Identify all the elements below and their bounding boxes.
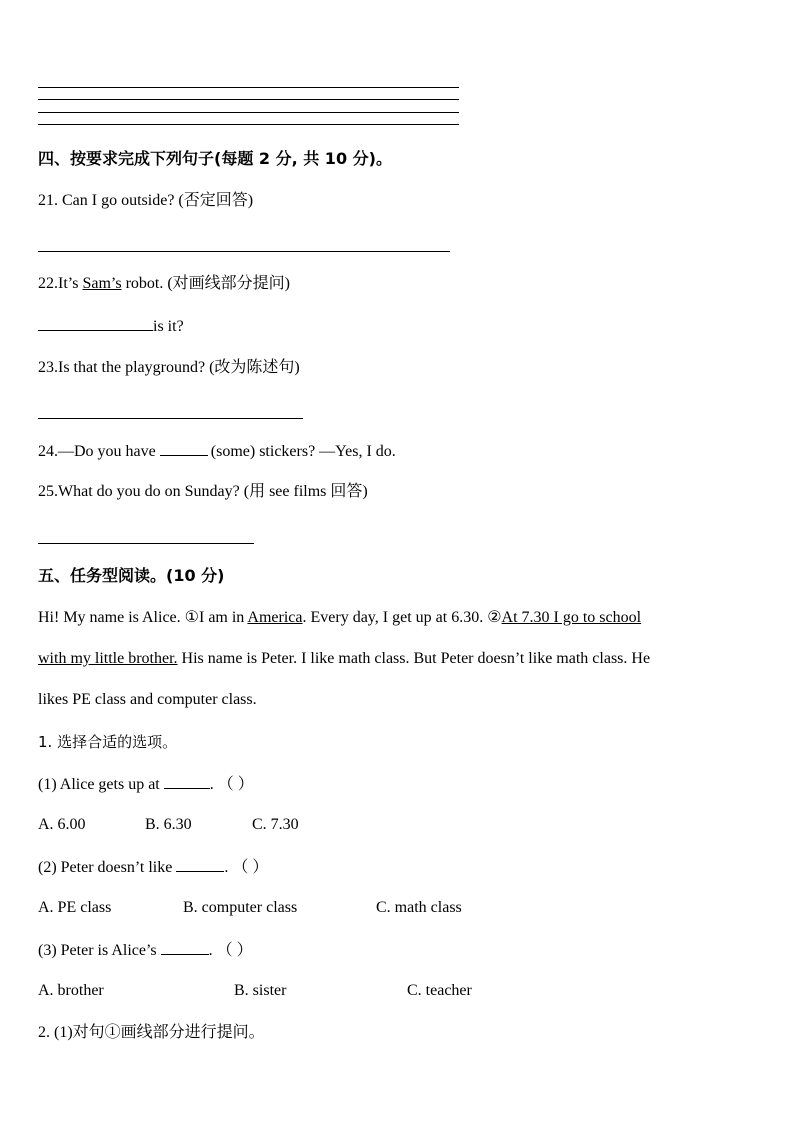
question-22-answer [38,316,184,337]
section4-heading: 四、按要求完成下列句子(每题 2 分, 共 10 分)。 [38,149,392,168]
passage-line-1 [38,608,641,628]
question-22-underlined: Sam’s [82,275,122,292]
q1-paren: . （ ） [209,776,254,793]
task-1-q3 [38,940,253,961]
answer-line-21 [38,251,450,252]
option-c[interactable]: C. math class [376,899,462,916]
question-22 [38,274,290,294]
passage-line-3: likes PE class and computer class. [38,691,257,708]
passage-text: Hi! My name is Alice. ①I am in [38,609,248,626]
answer-line [38,112,459,113]
option-a[interactable]: A. 6.00 [38,816,86,833]
question-22-answer-post: is it? [153,318,184,335]
option-b[interactable]: B. 6.30 [145,816,192,833]
q1-options [38,815,299,835]
task-2-title: 2. (1)对句①画线部分进行提问。 [38,1024,265,1041]
passage-text: . Every day, I get up at 6.30. ② [302,609,502,626]
underlined-sentence-2: At 7.30 I go to school [501,609,642,626]
answer-blank-q1[interactable] [164,774,210,789]
question-24 [38,441,396,462]
question-24-post: (some) stickers? —Yes, I do. [210,443,396,460]
answer-line [38,124,459,125]
option-b[interactable]: B. computer class [183,899,298,916]
q3-paren: . （ ） [208,942,253,959]
question-22-post: robot. (对画线部分提问) [121,275,291,292]
option-b[interactable]: B. sister [234,982,287,999]
task-1-q2 [38,857,268,878]
option-c[interactable]: C. 7.30 [252,816,299,833]
task-1-q1 [38,774,254,795]
q3-text: (3) Peter is Alice’s [38,942,161,959]
option-c[interactable]: C. teacher [407,982,472,999]
section5-heading: 五、任务型阅读。(10 分) [38,566,225,585]
answer-blank-24[interactable] [160,441,208,456]
answer-line-23 [38,418,303,419]
underlined-america: America [247,609,303,626]
question-24-pre: 24.—Do you have [38,443,160,460]
q2-paren: . （ ） [224,859,269,876]
q2-text: (2) Peter doesn’t like [38,859,177,876]
passage-line-2 [38,649,650,669]
answer-line [38,87,459,88]
answer-blank-q2[interactable] [176,857,224,872]
option-a[interactable]: A. brother [38,982,104,999]
answer-line-25 [38,543,254,544]
question-23: 23.Is that the playground? (改为陈述句) [38,359,300,376]
q2-options [38,898,462,918]
question-21: 21. Can I go outside? (否定回答) [38,192,254,209]
q3-options [38,981,472,1001]
question-25: 25.What do you do on Sunday? (用 see films 回答) [38,483,368,500]
option-a[interactable]: A. PE class [38,899,112,916]
question-22-pre: 22.It’s [38,275,83,292]
q1-text: (1) Alice gets up at [38,776,164,793]
answer-line [38,99,459,100]
task-1-title: 1. 选择合适的选项。 [38,733,178,751]
answer-blank-q3[interactable] [161,940,209,955]
answer-blank-22[interactable] [38,316,153,331]
underlined-sentence-2-cont: with my little brother. [38,650,178,667]
passage-text: His name is Peter. I like math class. But Peter doesn’t like math class. He [177,650,651,667]
